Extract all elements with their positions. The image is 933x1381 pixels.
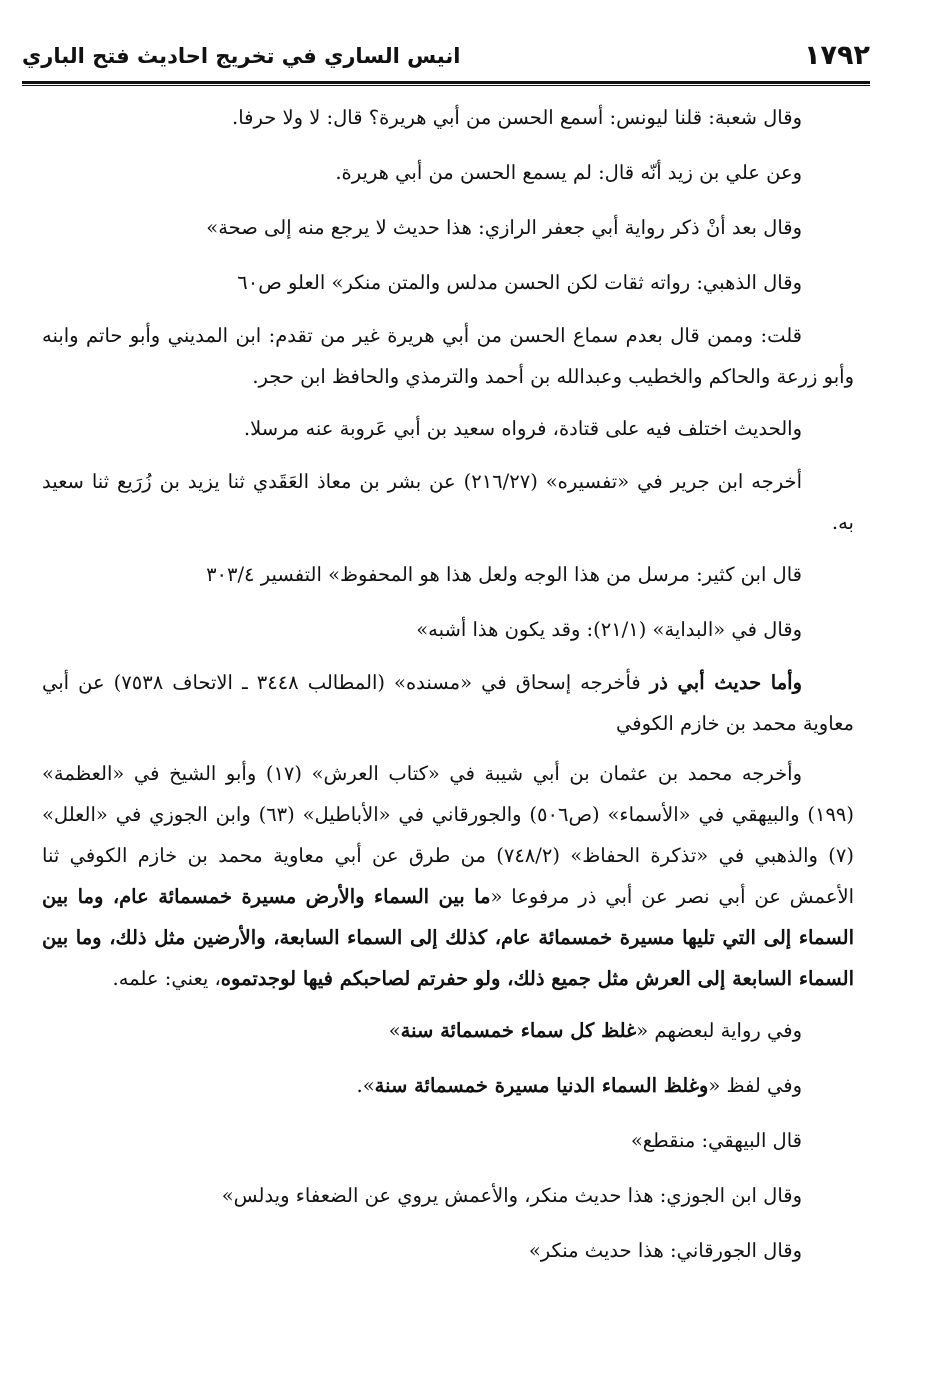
paragraph-riwaya: وفي رواية لبعضهم «غلظ كل سماء خمسمائة سنة»	[388, 1019, 802, 1042]
paragraph-ibn-kathir: قال ابن كثير: مرسل من هذا الوجه ولعل هذا هو المحفوظ» التفسير ٣٠٣/٤	[206, 563, 802, 586]
paragraph-ibn-jawzi: وقال ابن الجوزي: هذا حديث منكر، والأعمش يروي عن الضعفاء ويدلس»	[221, 1184, 802, 1207]
paragraph-abu-dharr: وأما حديث أبي ذر فأخرجه إسحاق في «مسنده» (المطالب ٣٤٤٨ ـ الاتحاف ٧٥٣٨) عن أبي معاوية محمد بن خازم الكوفي	[42, 671, 854, 735]
paragraph-dhahabi: وقال الذهبي: رواته ثقات لكن الحسن مدلس والمتن منكر» العلو ص٦٠	[237, 271, 802, 294]
paragraph-razi: وقال بعد أنْ ذكر رواية أبي جعفر الرازي: هذا حديث لا يرجع منه إلى صحة»	[206, 216, 802, 239]
paragraph-jawraqani: وقال الجورقاني: هذا حديث منكر»	[528, 1239, 802, 1262]
paragraph-lafz: وفي لفظ «وغلظ السماء الدنيا مسيرة خمسمائة سنة».	[356, 1074, 802, 1097]
paragraph-ibn-jarir: أخرجه ابن جرير في «تفسيره» (٢١٦/٢٧) عن بشر بن معاذ العَقَدي ثنا يزيد بن زُرَيع ثنا سعيد به.	[42, 470, 854, 534]
book-title: انيس الساري في تخريج احاديث فتح الباري	[22, 44, 461, 68]
paragraph-bidaya: وقال في «البداية» (٢١/١): وقد يكون هذا أشبه»	[416, 618, 802, 641]
body-text	[42, 95, 854, 1283]
paragraph-qultu: قلت: وممن قال بعدم سماع الحسن من أبي هريرة غير من تقدم: ابن المديني وأبو حاتم وابنه وأبو زرعة والحاكم والخطيب وعبدالله بن أحمد والترمذي والحافظ ابن حجر.	[42, 324, 854, 388]
paragraph-bayhaqi: قال البيهقي: منقطع»	[630, 1129, 802, 1152]
page-number: ١٧٩٢	[804, 40, 870, 71]
paragraph-ali-bin-zaid: وعن علي بن زيد أنّه قال: لم يسمع الحسن من أبي هريرة.	[335, 161, 802, 184]
paragraph-takhrij: وأخرجه محمد بن عثمان بن أبي شيبة في «كتاب العرش» (١٧) وأبو الشيخ في «العظمة» (١٩٩) والبيهقي في «الأسماء» (ص٥٠٦) والجورقاني في «الأباطيل» (٦٣) وابن الجوزي في «العلل» (٧) والذهبي في «تذكرة الحفاظ» (٧٤٨/٢) من طرق عن أبي معاوية محمد بن خازم الكوفي ثنا الأعمش عن أبي نصر عن أبي ذر مرفوعا «ما بين السماء والأرض مسيرة خمسمائة عام، وما بين السماء إلى التي تليها مسيرة خمسمائة عام، كذلك إلى السماء السابعة، والأرضين مثل ذلك، وما بين السماء السابعة إلى العرش مثل جميع ذلك، ولو حفرتم لصاحبكم فيها لوجدتموه، يعني: علمه.	[42, 762, 854, 990]
header-rule	[22, 81, 870, 84]
paragraph-qatada: والحديث اختلف فيه على قتادة، فرواه سعيد بن أبي عَروبة عنه مرسلا.	[243, 417, 802, 440]
paragraph-shuba: وقال شعبة: قلنا ليونس: أسمع الحسن من أبي هريرة؟ قال: لا ولا حرفا.	[232, 106, 802, 129]
page-header	[22, 34, 870, 84]
